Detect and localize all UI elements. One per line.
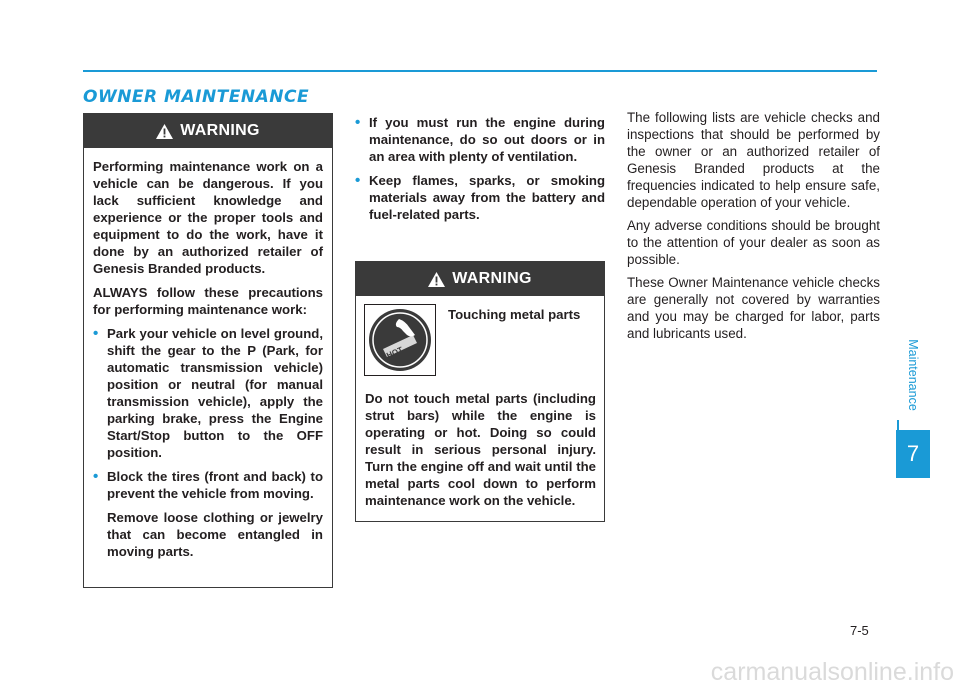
- chapter-number: 7: [896, 430, 930, 478]
- hot-warning-text: Do not touch metal parts (including strut bars) while the engine is operating or hot. Doing so could result in serious personal injury. Turn the engine off and wait until the metal parts cool down to perform maintenance work on the vehicle.: [365, 391, 596, 508]
- hot-surface-icon: [364, 304, 436, 376]
- page-number: 7-5: [850, 623, 869, 638]
- warning-triangle-icon: [428, 272, 445, 287]
- hot-icon-label: HOT: [385, 345, 405, 361]
- warning-triangle-icon: [156, 124, 173, 139]
- side-tab-label: Maintenance: [906, 339, 920, 411]
- warning-always: ALWAYS follow these precautions for performing maintenance work:: [93, 285, 323, 317]
- top-rule: [83, 70, 877, 72]
- paragraph: These Owner Maintenance vehicle checks are generally not covered by warranties and you may be charged for labor, parts and lubricants used.: [627, 275, 880, 341]
- warning-box-hot: [355, 261, 605, 522]
- warning-heading: WARNING: [180, 122, 260, 139]
- warning-heading: WARNING: [452, 270, 532, 287]
- paragraph: The following lists are vehicle checks and inspections that should be performed by the owner or an authorized retailer of Genesis Branded products at the frequencies indicated to help ensure safe, dependable operation of your vehicle.: [627, 110, 880, 210]
- warning-header: [356, 262, 604, 296]
- warning-intro: Performing maintenance work on a vehicle can be dangerous. If you lack sufficient knowledge and experience or the proper tools and equipment to do the work, have it done by an authorized retailer of Genesis Branded products.: [93, 159, 323, 276]
- warning-bullet: • Park your vehicle on level ground, shift the gear to the P (Park, for automatic transmission vehicle) position or neutral (for manual transmission vehicle), apply the parking brake, press the Engine Start/Stop button to the OFF position.: [93, 325, 323, 461]
- right-column: [627, 109, 880, 348]
- hot-caption: Touching metal parts: [448, 307, 581, 322]
- middle-bullets: [355, 114, 605, 230]
- section-title: OWNER MAINTENANCE: [83, 87, 310, 107]
- warning-bullet: • Block the tires (front and back) to prevent the vehicle from moving.: [93, 468, 323, 502]
- middle-bullet: • If you must run the engine during maintenance, do so out doors or in an area with plenty of ventilation.: [355, 114, 605, 165]
- middle-bullet: • Keep flames, sparks, or smoking materials away from the battery and fuel-related parts.: [355, 172, 605, 223]
- watermark: carmanualsonline.info: [620, 655, 960, 689]
- warning-header: [84, 114, 332, 148]
- warning-box-left: [83, 113, 333, 588]
- side-tab-line: [897, 420, 899, 430]
- warning-continuation: Remove loose clothing or jewelry that can become entangled in moving parts.: [107, 510, 323, 559]
- paragraph: Any adverse conditions should be brought to the attention of your dealer as soon as possible.: [627, 218, 880, 267]
